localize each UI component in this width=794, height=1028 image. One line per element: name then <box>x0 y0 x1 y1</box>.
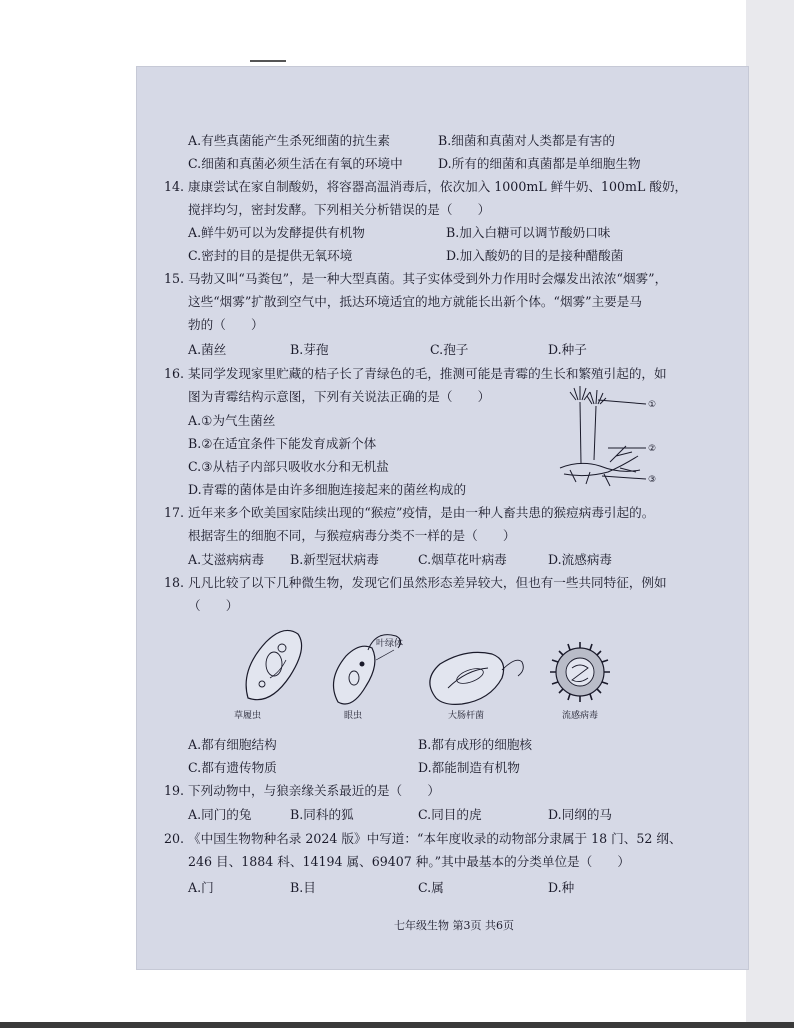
q18-stem-line2: （ ） <box>188 598 239 613</box>
q17-option-c: C.烟草花叶病毒 <box>418 552 507 567</box>
q17-option-a: A.艾滋病病毒 <box>188 552 265 567</box>
q19-option-d: D.同纲的马 <box>548 807 613 822</box>
q17-option-d: D.流感病毒 <box>548 552 613 567</box>
penicillium-label-3: ③ <box>648 475 657 485</box>
q19-option-b: B.同科的狐 <box>290 807 354 822</box>
q20-option-b: B.目 <box>290 880 316 895</box>
q18-stem-line1: 18. 凡凡比较了以下几种微生物，发现它们虽然形态差异较大，但也有一些共同特征，例如 <box>164 575 667 590</box>
q15-option-a: A.菌丝 <box>188 342 227 357</box>
q14-stem-line1: 14. 康康尝试在家自制酸奶，将容器高温消毒后，依次加入 1000mL 鲜牛奶、100mL 酸奶， <box>164 179 688 194</box>
q13-option-a: A.有些真菌能产生杀死细菌的抗生素 <box>188 133 391 148</box>
q16-option-a: A.①为气生菌丝 <box>188 413 276 428</box>
q16-stem-line2: 图为青霉结构示意图，下列有关说法正确的是（ ） <box>188 389 491 404</box>
euglena-label: 眼虫 <box>344 711 363 721</box>
ecoli-drawing <box>430 652 523 704</box>
influenza-virus-drawing <box>550 642 610 702</box>
q15-stem-line2: 这些“烟雾”扩散到空气中，抵达环境适宜的地方就能长出新个体。“烟雾”主要是马 <box>188 294 642 309</box>
q15-option-d: D.种子 <box>548 342 587 357</box>
paramecium-drawing <box>246 630 301 699</box>
q13-option-c: C.细菌和真菌必须生活在有氧的环境中 <box>188 156 403 171</box>
q14-option-c: C.密封的目的是提供无氧环境 <box>188 248 353 263</box>
q15-stem-line1: 15. 马勃又叫“马粪包”，是一种大型真菌。其子实体受到外力作用时会爆发出浓浓“烟雾”， <box>164 271 668 286</box>
q14-stem-line2: 搅拌均匀，密封发酵。下列相关分析错误的是（ ） <box>188 202 491 217</box>
q20-option-c: C.属 <box>418 880 444 895</box>
penicillium-label-1: ① <box>648 400 657 410</box>
q20-option-d: D.种 <box>548 880 575 895</box>
paramecium-label: 草履虫 <box>234 711 262 721</box>
q20-stem-line1: 20. 《中国生物物种名录 2024 版》中写道：“本年度收录的动物部分隶属于 18 门、52 纲、 <box>164 831 682 846</box>
page-footer: 七年级生物 第3页 共6页 <box>394 919 514 932</box>
q14-option-b: B.加入白糖可以调节酸奶口味 <box>446 225 611 240</box>
q15-option-b: B.芽孢 <box>290 342 329 357</box>
q20-stem-line2: 246 目、1884 科、14194 属、69407 种。”其中最基本的分类单位是（ ） <box>188 854 631 869</box>
q14-option-a: A.鲜牛奶可以为发酵提供有机物 <box>188 225 365 240</box>
scan-mark <box>250 60 286 62</box>
q16-option-b: B.②在适宜条件下能发育成新个体 <box>188 436 377 451</box>
q18-option-d: D.都能制造有机物 <box>418 760 520 775</box>
q13-option-d: D.所有的细菌和真菌都是单细胞生物 <box>438 156 641 171</box>
q17-option-b: B.新型冠状病毒 <box>290 552 379 567</box>
penicillium-figure <box>550 386 670 496</box>
penicillium-label-2: ② <box>648 444 657 454</box>
q16-option-c: C.③从桔子内部只吸收水分和无机盐 <box>188 459 389 474</box>
scan-bottom-edge <box>0 1022 794 1028</box>
microorganisms-figure <box>226 620 626 726</box>
q17-stem-line2: 根据寄生的细胞不同，与猴痘病毒分类不一样的是（ ） <box>188 528 516 543</box>
euglena-drawing <box>334 635 404 704</box>
q17-stem-line1: 17. 近年来多个欧美国家陆续出现的“猴痘”疫情，是由一种人畜共患的猴痘病毒引起的。 <box>164 505 655 520</box>
q18-option-a: A.都有细胞结构 <box>188 737 277 752</box>
q16-option-d: D.青霉的菌体是由许多细胞连接起来的菌丝构成的 <box>188 482 467 497</box>
q19-option-c: C.同目的虎 <box>418 807 482 822</box>
q16-stem-line1: 16. 某同学发现家里贮藏的桔子长了青绿色的毛，推测可能是青霉的生长和繁殖引起的，如 <box>164 366 667 381</box>
q20-option-a: A.门 <box>188 880 214 895</box>
ecoli-label: 大肠杆菌 <box>448 711 485 721</box>
q19-stem: 19. 下列动物中，与狼亲缘关系最近的是（ ） <box>164 783 440 798</box>
q15-option-c: C.孢子 <box>430 342 469 357</box>
flu-virus-label: 流感病毒 <box>562 711 599 721</box>
chloroplast-label: 叶绿体 <box>376 639 404 649</box>
q18-option-b: B.都有成形的细胞核 <box>418 737 533 752</box>
scan-edge <box>746 0 794 1028</box>
q15-stem-line3: 勃的（ ） <box>188 317 264 332</box>
q13-option-b: B.细菌和真菌对人类都是有害的 <box>438 133 615 148</box>
q14-option-d: D.加入酸奶的目的是接种醋酸菌 <box>446 248 624 263</box>
q19-option-a: A.同门的兔 <box>188 807 252 822</box>
q18-option-c: C.都有遗传物质 <box>188 760 277 775</box>
